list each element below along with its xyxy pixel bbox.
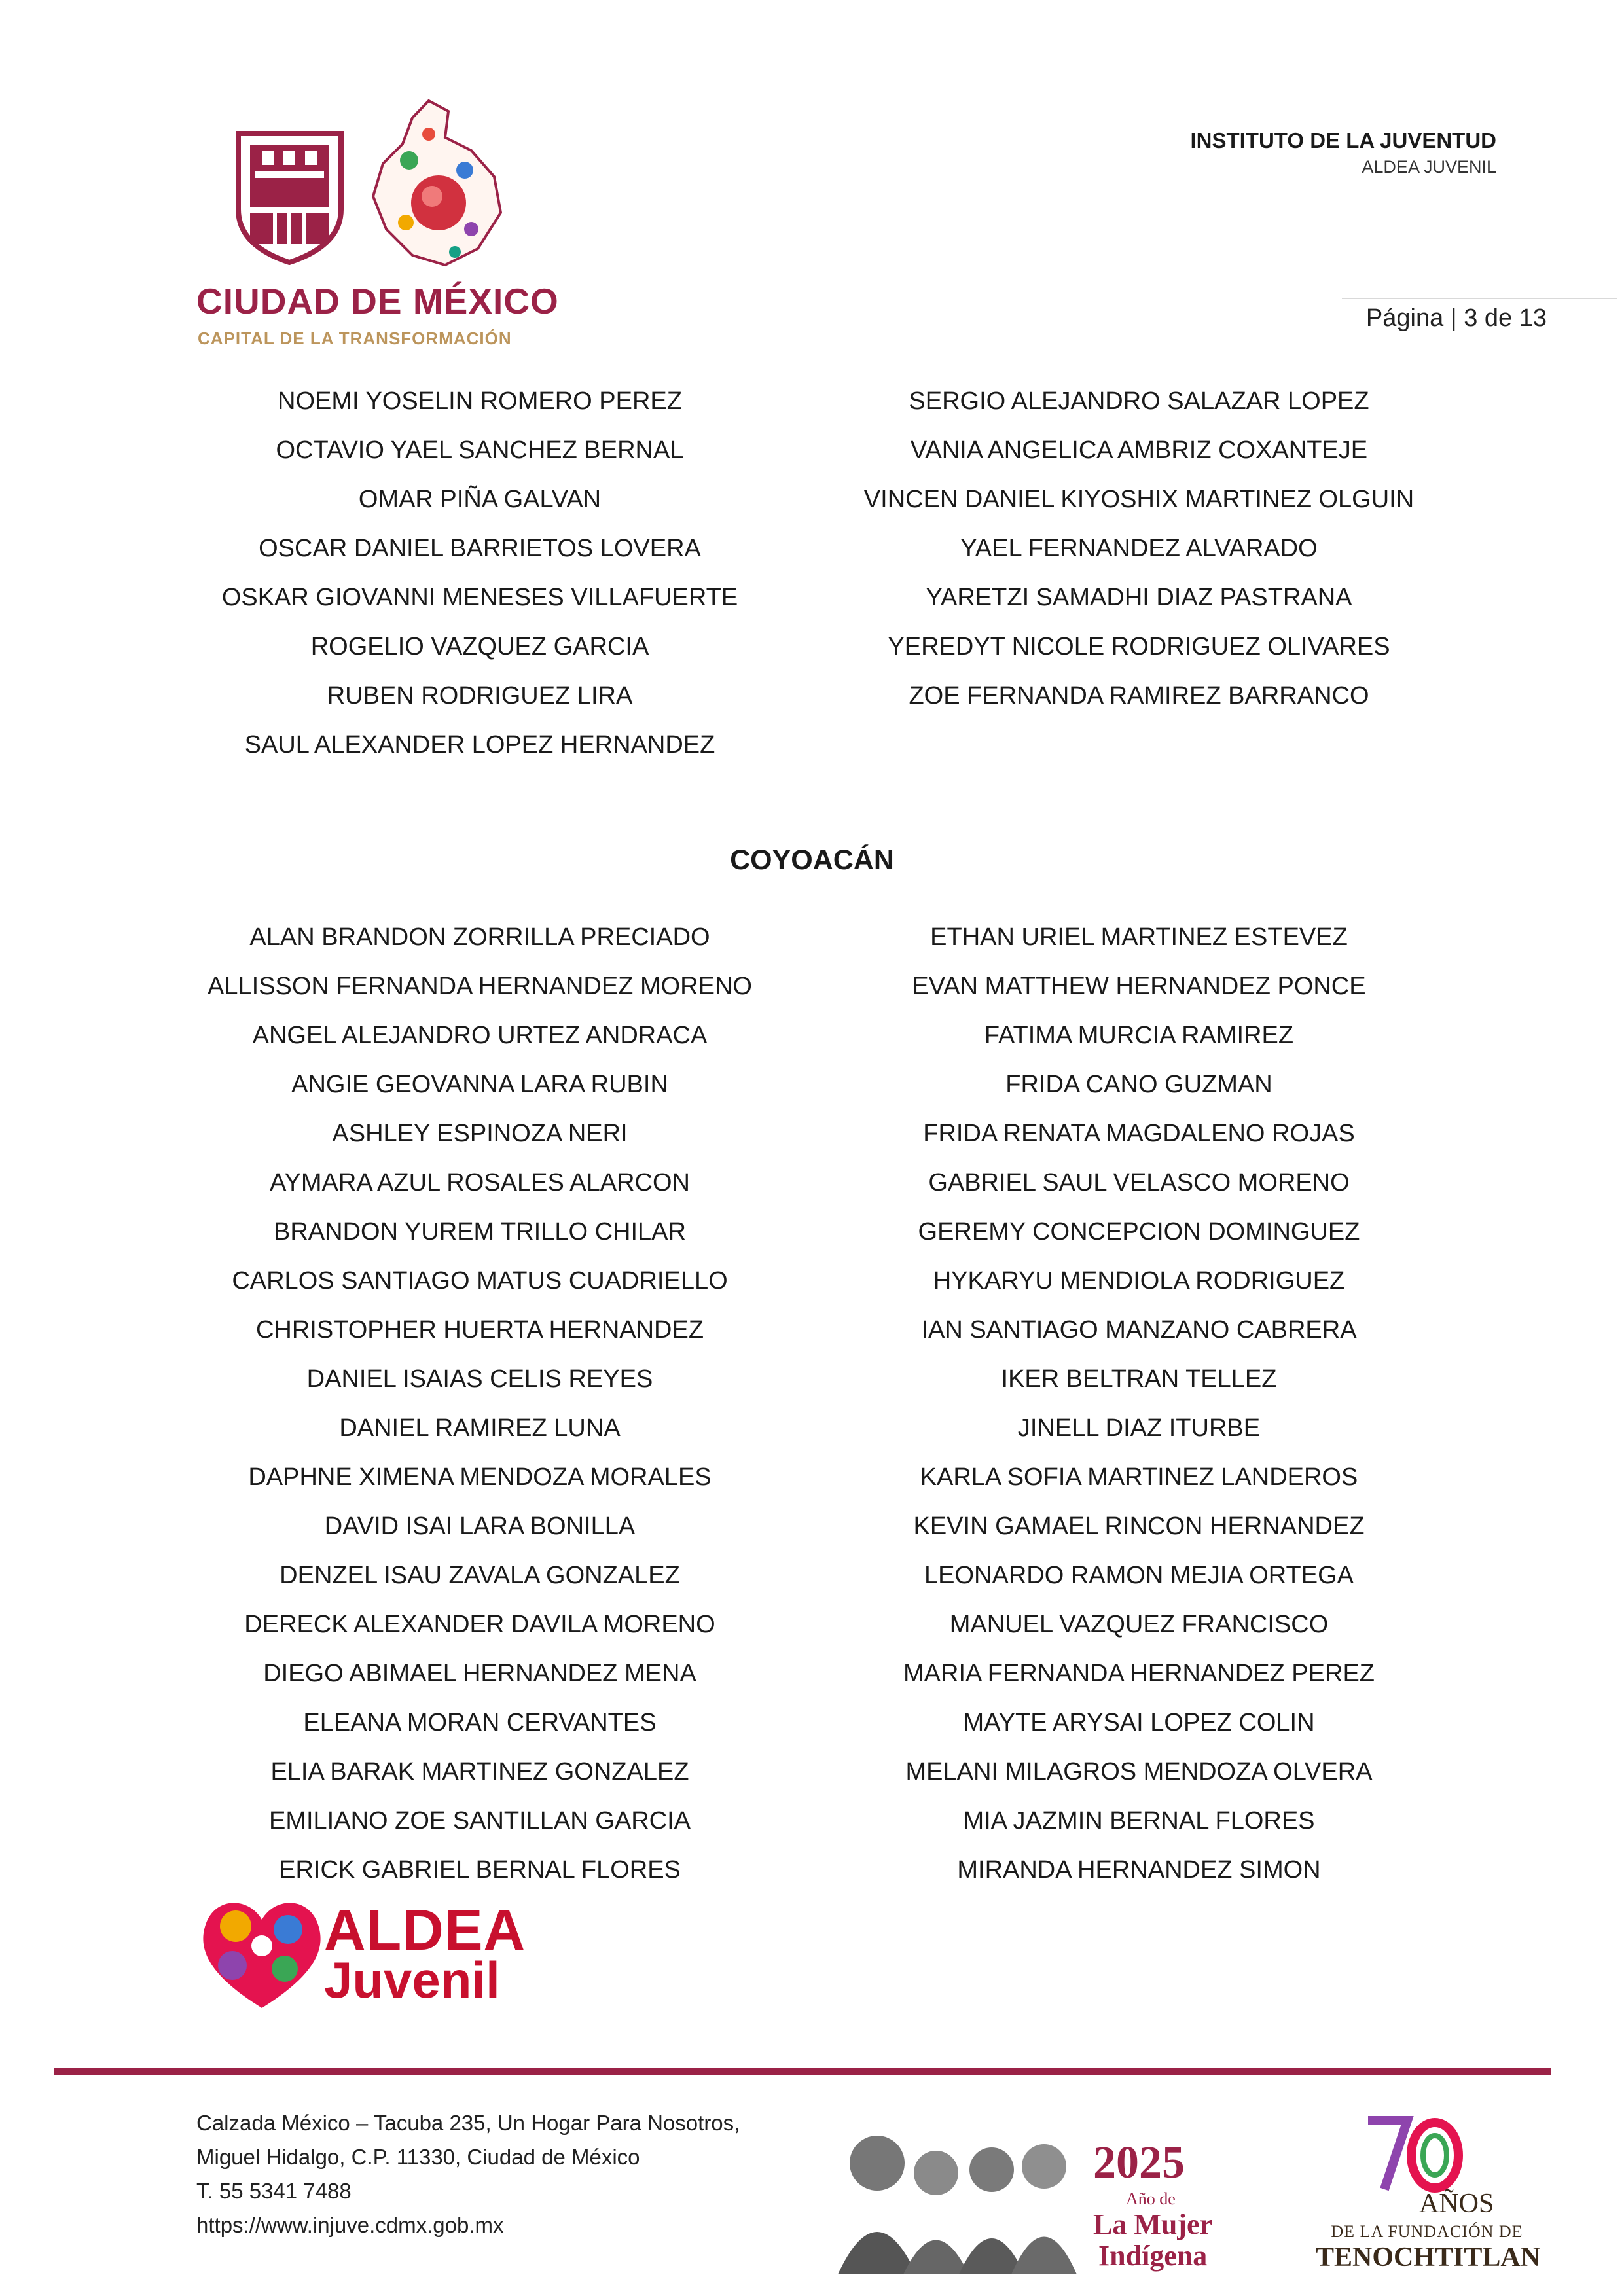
- name-list-item: CARLOS SANTIAGO MATUS CUADRIELLO: [232, 1267, 728, 1295]
- name-list-item: ALAN BRANDON ZORRILLA PRECIADO: [249, 924, 710, 951]
- footer-divider: [54, 2068, 1551, 2075]
- indigenous-women-photo: [831, 2111, 1080, 2274]
- name-list-item: DAPHNE XIMENA MENDOZA MORALES: [248, 1463, 712, 1491]
- name-list-item: MELANI MILAGROS MENDOZA OLVERA: [905, 1758, 1373, 1785]
- section2-left-column: [153, 913, 807, 1895]
- name-list-item: GEREMY CONCEPCION DOMINGUEZ: [918, 1218, 1360, 1246]
- cdmx-map-icon: [367, 98, 504, 268]
- year-number: 2025: [1093, 2138, 1185, 2188]
- name-list-item: FATIMA MURCIA RAMIREZ: [984, 1022, 1294, 1049]
- program-name: ALDEA JUVENIL: [1362, 157, 1496, 177]
- name-list-item: MARIA FERNANDA HERNANDEZ PEREZ: [903, 1660, 1375, 1687]
- section1-left-column: [153, 377, 807, 770]
- name-list-item: RUBEN RODRIGUEZ LIRA: [327, 682, 633, 709]
- seventy-years-icon: [1362, 2111, 1466, 2196]
- address-line-street: Calzada México – Tacuba 235, Un Hogar Para Nosotros,: [196, 2111, 740, 2135]
- institute-header: [1190, 128, 1496, 177]
- name-list-item: ANGEL ALEJANDRO URTEZ ANDRACA: [252, 1022, 708, 1049]
- year-text-line1: Año de: [1126, 2189, 1176, 2208]
- page-divider: [1342, 298, 1617, 299]
- year-text-line2: La Mujer: [1093, 2208, 1213, 2240]
- name-list-item: OSCAR DANIEL BARRIETOS LOVERA: [259, 535, 701, 562]
- name-list-item: ELEANA MORAN CERVANTES: [303, 1709, 657, 1736]
- name-list-item: KARLA SOFIA MARTINEZ LANDEROS: [920, 1463, 1358, 1491]
- name-list-item: ETHAN URIEL MARTINEZ ESTEVEZ: [930, 924, 1348, 951]
- name-list-item: MIRANDA HERNANDEZ SIMON: [957, 1856, 1321, 1884]
- institute-name: INSTITUTO DE LA JUVENTUD: [1190, 128, 1496, 152]
- name-list-item: DAVID ISAI LARA BONILLA: [324, 1513, 636, 1540]
- name-list-item: FRIDA CANO GUZMAN: [1005, 1071, 1272, 1098]
- address-line-city: Miguel Hidalgo, C.P. 11330, Ciudad de México: [196, 2145, 640, 2169]
- anniversary-line2: TENOCHTITLAN: [1316, 2242, 1541, 2272]
- cdmx-shield-icon: [236, 131, 344, 265]
- name-list-item: VANIA ANGELICA AMBRIZ COXANTEJE: [910, 437, 1368, 464]
- name-list-item: OSKAR GIOVANNI MENESES VILLAFUERTE: [221, 584, 738, 611]
- name-list-item: DERECK ALEXANDER DAVILA MORENO: [244, 1611, 715, 1638]
- footer-address: [196, 2106, 740, 2242]
- name-list-item: CHRISTOPHER HUERTA HERNANDEZ: [255, 1316, 704, 1344]
- cdmx-logo: [196, 98, 559, 360]
- section2-right-column: [812, 913, 1466, 1895]
- name-list-item: SERGIO ALEJANDRO SALAZAR LOPEZ: [909, 387, 1369, 415]
- name-list-item: IKER BELTRAN TELLEZ: [1001, 1365, 1277, 1393]
- name-list-item: ZOE FERNANDA RAMIREZ BARRANCO: [909, 682, 1369, 709]
- year-of-indigenous-woman-logo: [831, 2111, 1224, 2274]
- name-list-item: DANIEL RAMIREZ LUNA: [339, 1414, 621, 1442]
- name-list-item: YARETZI SAMADHI DIAZ PASTRANA: [926, 584, 1352, 611]
- name-list-item: NOEMI YOSELIN ROMERO PEREZ: [278, 387, 682, 415]
- year-text-line3: Indígena: [1098, 2240, 1208, 2272]
- name-list-item: DENZEL ISAU ZAVALA GONZALEZ: [280, 1562, 680, 1589]
- anniversary-years-label: AÑOS: [1419, 2189, 1494, 2219]
- address-line-phone: T. 55 5341 7488: [196, 2179, 352, 2203]
- name-list-item: OCTAVIO YAEL SANCHEZ BERNAL: [276, 437, 684, 464]
- name-list-item: FRIDA RENATA MAGDALENO ROJAS: [923, 1120, 1355, 1147]
- name-list-item: GABRIEL SAUL VELASCO MORENO: [928, 1169, 1350, 1196]
- name-list-item: IAN SANTIAGO MANZANO CABRERA: [921, 1316, 1357, 1344]
- page-number: Página | 3 de 13: [1365, 304, 1547, 332]
- name-list-item: EVAN MATTHEW HERNANDEZ PONCE: [912, 973, 1366, 1000]
- name-list-item: AYMARA AZUL ROSALES ALARCON: [270, 1169, 690, 1196]
- name-list-item: EMILIANO ZOE SANTILLAN GARCIA: [268, 1807, 691, 1835]
- name-list-item: DANIEL ISAIAS CELIS REYES: [306, 1365, 653, 1393]
- name-list-item: MAYTE ARYSAI LOPEZ COLIN: [963, 1709, 1315, 1736]
- anniversary-line1: DE LA FUNDACIÓN DE: [1331, 2222, 1523, 2241]
- aldea-logo-word: ALDEA: [324, 1897, 526, 1962]
- cdmx-logo-tagline: CAPITAL DE LA TRANSFORMACIÓN: [198, 329, 512, 348]
- juvenil-logo-word: Juvenil: [324, 1951, 500, 2009]
- name-list-item: BRANDON YUREM TRILLO CHILAR: [274, 1218, 686, 1246]
- name-list-item: KEVIN GAMAEL RINCON HERNANDEZ: [913, 1513, 1365, 1540]
- aldea-heart-icon: [196, 1877, 327, 2021]
- aldea-juvenil-logo: [196, 1877, 526, 2028]
- address-line-website[interactable]: https://www.injuve.cdmx.gob.mx: [196, 2213, 504, 2237]
- name-list-item: ROGELIO VAZQUEZ GARCIA: [310, 633, 649, 660]
- section-title: COYOACÁN: [730, 844, 894, 876]
- name-list-item: LEONARDO RAMON MEJIA ORTEGA: [924, 1562, 1354, 1589]
- name-list-item: MANUEL VAZQUEZ FRANCISCO: [949, 1611, 1329, 1638]
- name-list-item: JINELL DIAZ ITURBE: [1017, 1414, 1261, 1442]
- name-list-item: ANGIE GEOVANNA LARA RUBIN: [291, 1071, 668, 1098]
- name-list-item: ELIA BARAK MARTINEZ GONZALEZ: [270, 1758, 689, 1785]
- tenochtitlan-anniversary-logo: [1303, 2111, 1541, 2281]
- name-list-item: HYKARYU MENDIOLA RODRIGUEZ: [933, 1267, 1345, 1295]
- name-list-item: YAEL FERNANDEZ ALVARADO: [960, 535, 1318, 562]
- name-list-item: MIA JAZMIN BERNAL FLORES: [963, 1807, 1315, 1835]
- section1-right-column: [812, 377, 1466, 721]
- cdmx-logo-name: CIUDAD DE MÉXICO: [196, 281, 559, 321]
- name-list-item: SAUL ALEXANDER LOPEZ HERNANDEZ: [244, 731, 715, 759]
- name-list-item: VINCEN DANIEL KIYOSHIX MARTINEZ OLGUIN: [863, 486, 1415, 513]
- name-list-item: ERICK GABRIEL BERNAL FLORES: [279, 1856, 681, 1884]
- name-list-item: DIEGO ABIMAEL HERNANDEZ MENA: [263, 1660, 696, 1687]
- name-list-item: ALLISSON FERNANDA HERNANDEZ MORENO: [208, 973, 752, 1000]
- name-list-item: ASHLEY ESPINOZA NERI: [332, 1120, 628, 1147]
- name-list-item: YEREDYT NICOLE RODRIGUEZ OLIVARES: [888, 633, 1390, 660]
- name-list-item: OMAR PIÑA GALVAN: [358, 486, 602, 513]
